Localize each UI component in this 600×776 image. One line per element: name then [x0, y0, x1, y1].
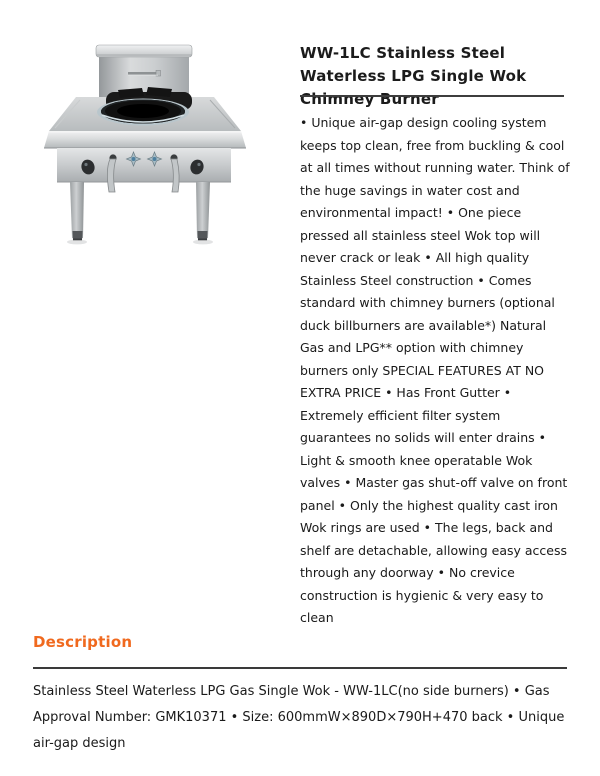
description-divider [33, 667, 567, 669]
chimney-handle [128, 72, 158, 75]
wok-burner-illustration [30, 28, 280, 273]
leg-left [70, 182, 84, 238]
title-divider [300, 95, 564, 97]
product-info-column [300, 42, 570, 111]
description-text: Stainless Steel Waterless LPG Gas Single Wok - WW-1LC(no side burners) • Gas Approval Number: GMK10371 • Size: 600mmW×890D×790H+470 back • Unique air-gap design [33, 684, 565, 751]
description-heading: Description [33, 633, 133, 651]
product-features: • Unique air-gap design cooling system keeps top clean, free from buckling & cool at all times without running water. Think of the huge savings in water cost and environmental impact! • One piece pressed all stainless steel Wok top will never crack or leak • All high quality Stainless Steel construction • Comes standard with chimney burners (optional duck billburners are available*) Natural Gas and LPG** option with chimney burners only SPECIAL FEATURES AT NO EXTRA PRICE • Has Front Gutter • Extremely efficient filter system guarantees no solids will enter drains • Light & smooth knee operatable Wok valves • Master gas shut-off valve on front panel • Only the highest quality cast iron Wok rings are used • The legs, back and shelf are detachable, allowing easy access through any doorway • No crevice construction is hygienic & very easy to clean [300, 115, 570, 625]
leg-right [196, 182, 210, 238]
front-lip [44, 131, 246, 148]
product-title: WW-1LC Stainless Steel Waterless LPG Single Wok Chimney Burner [300, 44, 527, 108]
product-photo [30, 28, 280, 273]
